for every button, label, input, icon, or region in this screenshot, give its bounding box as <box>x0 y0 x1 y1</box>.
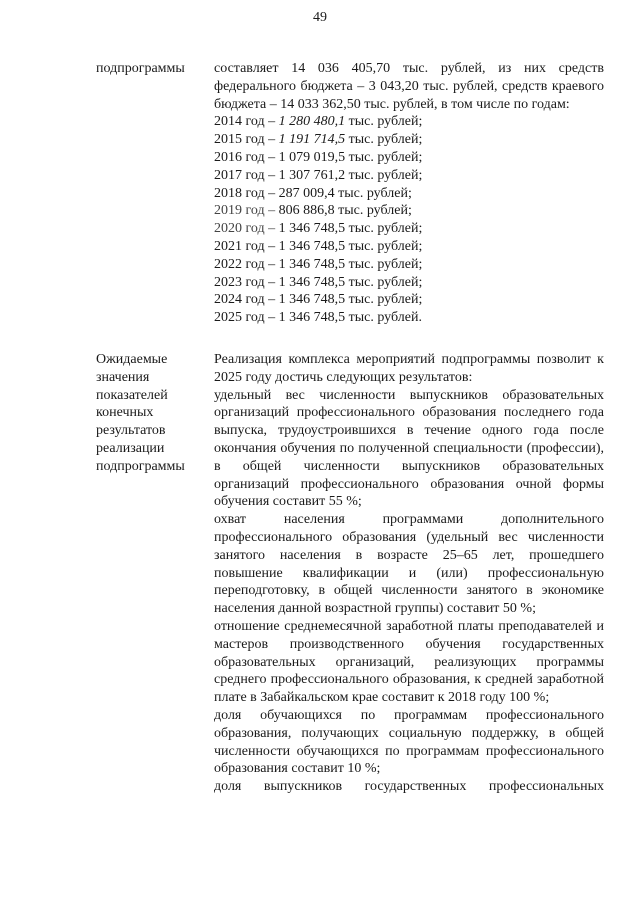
results-item: охват населения программами дополнительного профессионального образования (удельный вес численности занятого населения в возрасте 25–65 лет, прошедшего повышение квалификации и (или) профессиональную переподготовку, в общей численности занятого в экономике населения данной возрастной группы) составит 50 %; <box>214 512 604 617</box>
funding-year-line <box>214 220 604 238</box>
results-section <box>96 351 604 831</box>
funding-year: 2020 год – <box>214 221 279 237</box>
funding-year-unit: тыс. рублей; <box>345 132 423 148</box>
funding-year-unit: тыс. рублей; <box>345 256 423 272</box>
funding-year-line <box>214 238 604 256</box>
results-label-line: реализации <box>96 440 165 456</box>
funding-year-value: 1 346 748,5 <box>278 238 346 254</box>
results-items-list <box>214 387 604 796</box>
funding-year-line <box>214 291 604 309</box>
results-label <box>96 351 204 476</box>
results-label-line: результатов <box>96 423 166 439</box>
results-label-line: показателей <box>96 387 168 403</box>
funding-year-line <box>214 309 604 327</box>
funding-intro: составляет 14 036 405,70 тыс. рублей, из них средств федерального бюджета – 3 043,20 тыс. рублей, средств краевого бюджета – 14 033 362,50 тыс. рублей, в том числе по годам: <box>214 61 604 112</box>
funding-year-value: 1 346 748,5 <box>278 274 346 290</box>
funding-year-value: 1 191 714,5 <box>278 132 346 148</box>
results-item: удельный вес численности выпускников образовательных организаций профессионального образования последнего года выпуска, трудоустроившихся в течение одного года после окончания обучения по полученной специальности (профессии), в общей численности выпускников образовательных организаций профессионального образования очной формы обучения составит 55 %; <box>214 387 604 510</box>
funding-year-line <box>214 185 604 203</box>
funding-year-unit: тыс. рублей; <box>345 167 423 183</box>
funding-section <box>96 60 604 350</box>
funding-year-unit: тыс. рублей; <box>345 292 423 308</box>
funding-year-value: 1 346 748,5 <box>278 292 346 308</box>
funding-year-unit: тыс. рублей; <box>345 221 423 237</box>
funding-year-value: 1 280 480,1 <box>278 114 346 130</box>
results-label-line: Ожидаемые <box>96 352 168 367</box>
funding-label: подпрограммы <box>96 61 185 76</box>
funding-year: 2014 год – <box>214 114 279 130</box>
funding-year: 2025 год – <box>214 310 279 326</box>
results-item: доля обучающихся по программам профессионального образования, получающих социальную поддержку, в общей численности обучающихся по программам профессионального образования составит 10 %; <box>214 707 604 777</box>
funding-year: 2017 год – <box>214 167 279 183</box>
funding-year-value: 1 346 748,5 <box>278 256 346 272</box>
funding-year-unit: тыс. рублей; <box>334 185 412 201</box>
funding-year-unit: тыс. рублей; <box>345 149 423 165</box>
funding-year-unit: тыс. рублей; <box>345 274 423 290</box>
funding-year: 2018 год – <box>214 185 279 201</box>
funding-year-line <box>214 113 604 131</box>
funding-year-line <box>214 131 604 149</box>
results-label-line: значения <box>96 369 150 385</box>
funding-year: 2016 год – <box>214 149 279 165</box>
funding-year: 2015 год – <box>214 132 279 148</box>
funding-year-line <box>214 274 604 292</box>
results-item: доля выпускников государственных профессиональных <box>214 779 604 795</box>
funding-year: 2024 год – <box>214 292 279 308</box>
funding-year: 2019 год – <box>214 203 279 219</box>
funding-year: 2023 год – <box>214 274 279 290</box>
funding-year-value: 287 009,4 <box>278 185 335 201</box>
funding-year-value: 1 079 019,5 <box>278 149 346 165</box>
funding-year-unit: тыс. рублей; <box>345 238 423 254</box>
results-content <box>214 351 604 796</box>
funding-year-value: 1 307 761,2 <box>278 167 346 183</box>
funding-year-value: 806 886,8 <box>278 203 335 219</box>
funding-year: 2022 год – <box>214 256 279 272</box>
page-number: 49 <box>313 10 327 25</box>
funding-year-line <box>214 167 604 185</box>
funding-year-value: 1 346 748,5 <box>278 310 346 326</box>
results-intro: Реализация комплекса мероприятий подпрограммы позволит к 2025 году достичь следующих результатов: <box>214 352 604 385</box>
funding-year-unit: тыс. рублей; <box>345 114 423 130</box>
funding-year-unit: тыс. рублей. <box>345 310 422 326</box>
results-label-line: конечных <box>96 405 154 421</box>
funding-years-list <box>214 113 604 327</box>
funding-year-value: 1 346 748,5 <box>278 221 346 237</box>
funding-year-line <box>214 202 604 220</box>
funding-year-line <box>214 256 604 274</box>
funding-content <box>214 60 604 327</box>
funding-year-unit: тыс. рублей; <box>334 203 412 219</box>
funding-year: 2021 год – <box>214 238 279 254</box>
funding-year-line <box>214 149 604 167</box>
results-label-line: подпрограммы <box>96 458 185 474</box>
results-item: отношение среднемесячной заработной платы преподавателей и мастеров производственного обучения государственных образовательных организаций, реализующих программы среднего профессионального образования, к средней заработной плате в Забайкальском крае составит к 2018 году 100 %; <box>214 618 604 706</box>
